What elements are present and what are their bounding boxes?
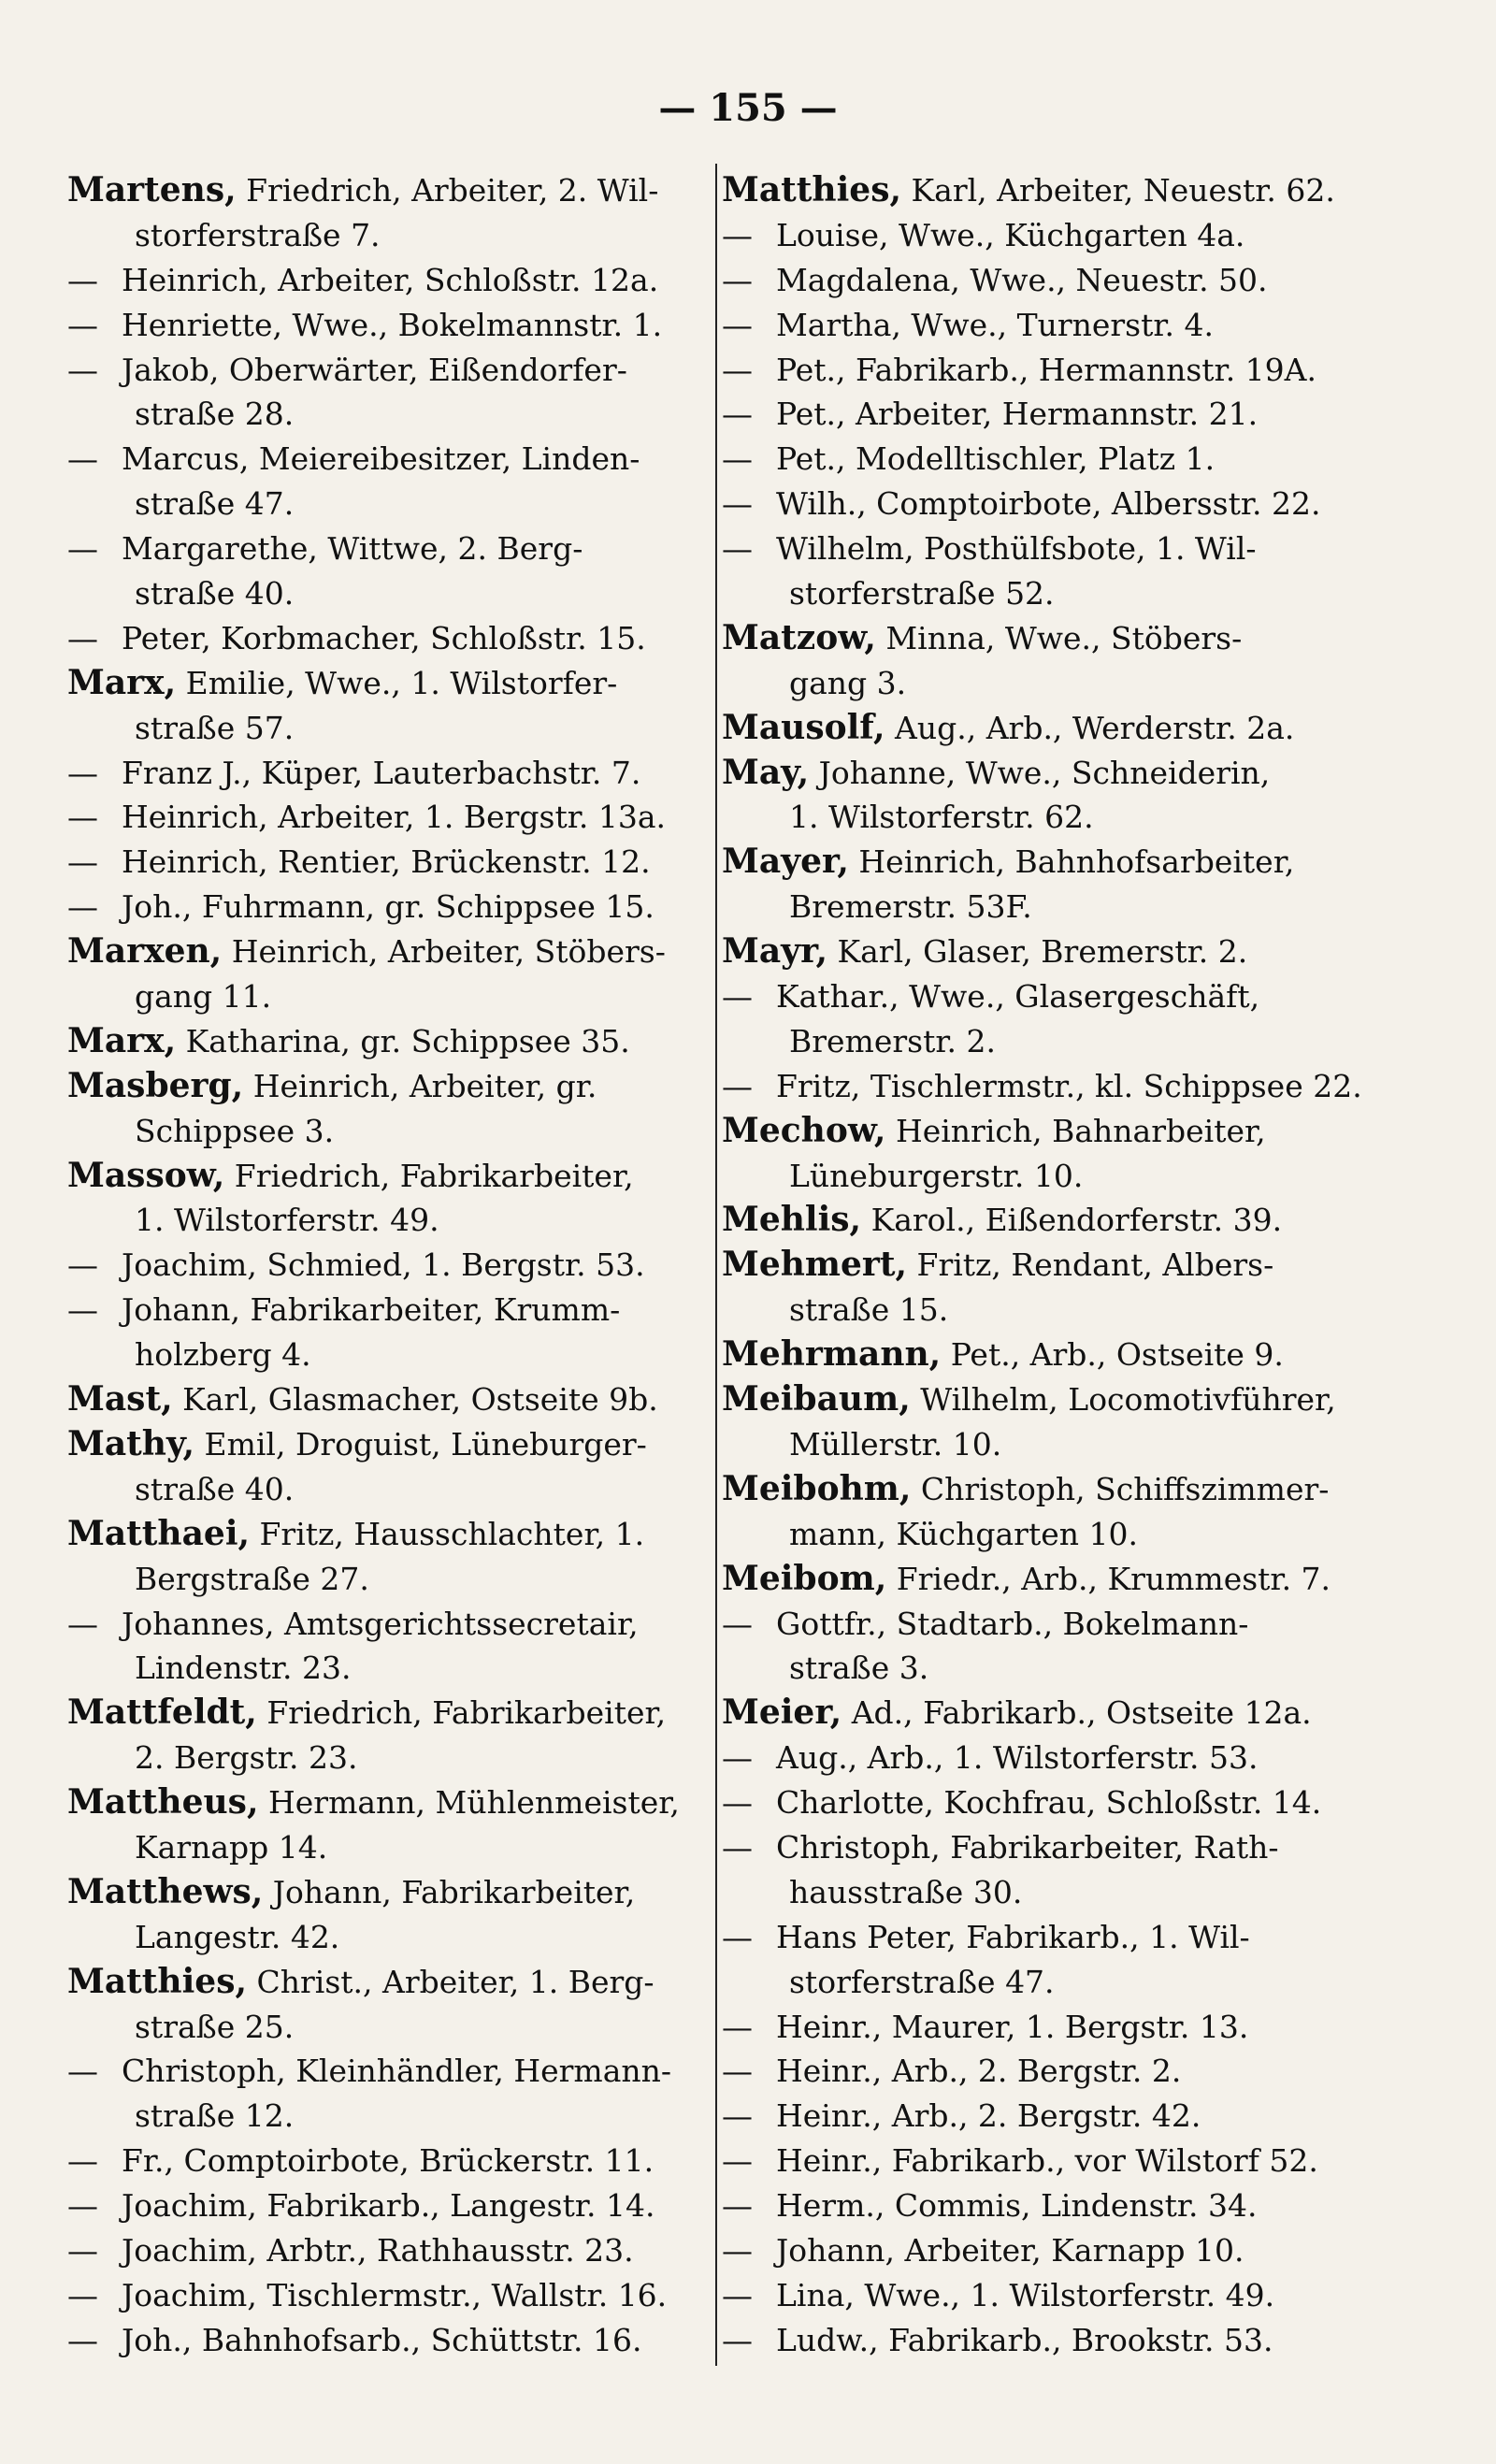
left-column (67, 168, 712, 2363)
entry-text: Bergstraße 27. (135, 1560, 369, 1597)
surname: Matzow, (722, 617, 876, 657)
sub-entry-line (722, 974, 1367, 1019)
entry-line (722, 1243, 1367, 1288)
continuation-line (67, 1198, 712, 1243)
sub-entry-line (722, 2228, 1367, 2273)
continuation-line (67, 1557, 712, 1602)
continuation-line (722, 885, 1367, 929)
surname: Massow, (67, 1155, 225, 1195)
entry-line (67, 1960, 712, 2005)
entry-text: Joachim, Arbtr., Rathhausstr. 23. (122, 2231, 634, 2269)
entry-line (722, 1198, 1367, 1243)
entry-line (67, 1422, 712, 1467)
sub-entry-line (722, 303, 1367, 348)
ditto-dash: — (67, 799, 98, 836)
entry-text: Henriette, Wwe., Bokelmannstr. 1. (122, 306, 663, 343)
entry-text: Karl, Arbeiter, Neuestr. 62. (901, 172, 1335, 209)
sub-entry-line (722, 482, 1367, 526)
entry-text: Schippsee 3. (135, 1112, 335, 1149)
entry-text: straße 3. (789, 1650, 929, 1687)
ditto-dash: — (722, 2187, 753, 2225)
entry-line (722, 706, 1367, 751)
sub-entry-line (67, 2049, 712, 2094)
entry-text: Wilhelm, Posthülfsbote, 1. Wil- (776, 530, 1257, 568)
ditto-dash: — (67, 2231, 98, 2269)
continuation-line (67, 2005, 712, 2050)
ditto-dash: — (722, 2053, 753, 2090)
continuation-line (67, 1333, 712, 1377)
entry-text: Heinrich, Arbeiter, Stöbers- (222, 933, 666, 971)
sub-entry-line (67, 885, 712, 929)
continuation-line (722, 1422, 1367, 1467)
entry-text: Karnapp 14. (135, 1828, 328, 1866)
surname: Matthies, (722, 170, 901, 209)
entry-text: 1. Wilstorferstr. 62. (789, 799, 1094, 836)
entry-line (722, 751, 1367, 796)
ditto-dash: — (722, 530, 753, 568)
ditto-dash: — (67, 261, 98, 298)
entry-line (722, 1377, 1367, 1422)
continuation-line (722, 1870, 1367, 1915)
continuation-line (67, 1915, 712, 1960)
ditto-dash: — (722, 306, 753, 343)
entry-line (67, 1064, 712, 1109)
ditto-dash: — (67, 306, 98, 343)
entry-text: Christoph, Schiffszimmer- (911, 1470, 1330, 1507)
continuation-line (67, 1736, 712, 1780)
entry-line (722, 1109, 1367, 1154)
entry-text: Franz J., Küper, Lauterbachstr. 7. (122, 754, 641, 791)
sub-entry-line (67, 2183, 712, 2228)
continuation-line (722, 1512, 1367, 1557)
entry-text: Ad., Fabrikarb., Ostseite 12a. (842, 1694, 1312, 1732)
entry-line (67, 929, 712, 974)
ditto-dash: — (67, 1291, 98, 1329)
entry-text: Gottfr., Stadtarb., Bokelmann- (776, 1605, 1249, 1642)
entry-text: Martha, Wwe., Turnerstr. 4. (776, 306, 1214, 343)
sub-entry-line (67, 795, 712, 840)
surname: May, (722, 752, 810, 792)
entry-text: storferstraße 7. (135, 216, 381, 253)
surname: Mattfeldt, (67, 1693, 257, 1733)
entry-text: Kathar., Wwe., Glasergeschäft, (776, 978, 1260, 1016)
entry-text: Johann, Arbeiter, Karnapp 10. (776, 2231, 1244, 2269)
surname: Mayer, (722, 842, 849, 882)
entry-text: Joh., Fuhrmann, gr. Schippsee 15. (122, 888, 654, 926)
entry-line (722, 616, 1367, 661)
entry-text: Bremerstr. 53F. (789, 888, 1032, 926)
sub-entry-line (722, 2139, 1367, 2183)
entry-text: straße 57. (135, 709, 295, 746)
entry-text: Wilh., Comptoirbote, Albersstr. 22. (776, 485, 1321, 523)
ditto-dash: — (67, 2187, 98, 2225)
continuation-line (722, 1019, 1367, 1064)
entry-text: gang 3. (789, 664, 907, 701)
entry-text: Heinr., Arb., 2. Bergstr. 2. (776, 2053, 1182, 2090)
entry-text: Johannes, Amtsgerichtssecretair, (122, 1605, 639, 1642)
ditto-dash: — (67, 888, 98, 926)
ditto-dash: — (722, 2276, 753, 2313)
entry-text: Herm., Commis, Lindenstr. 34. (776, 2187, 1258, 2225)
ditto-dash: — (67, 843, 98, 881)
surname: Matthaei, (67, 1513, 251, 1553)
ditto-dash: — (67, 351, 98, 388)
sub-entry-line (722, 1602, 1367, 1647)
entry-line (67, 1691, 712, 1736)
sub-entry-line (722, 392, 1367, 437)
ditto-dash: — (722, 485, 753, 523)
entry-text: Louise, Wwe., Küchgarten 4a. (776, 216, 1245, 253)
sub-entry-line (722, 1736, 1367, 1780)
entry-text: Christoph, Kleinhändler, Hermann- (122, 2053, 672, 2090)
continuation-line (67, 706, 712, 751)
entry-text: Friedr., Arb., Krummestr. 7. (886, 1560, 1331, 1597)
entry-text: Karl, Glaser, Bremerstr. 2. (827, 933, 1248, 971)
entry-text: Ludw., Fabrikarb., Brookstr. 53. (776, 2321, 1273, 2358)
ditto-dash: — (722, 2097, 753, 2135)
ditto-dash: — (722, 1828, 753, 1866)
ditto-dash: — (722, 1784, 753, 1822)
sub-entry-line (722, 2273, 1367, 2318)
surname: Mathy, (67, 1423, 194, 1463)
entry-text: Friedrich, Fabrikarbeiter, (224, 1157, 634, 1194)
entry-text: Fritz, Rendant, Albers- (907, 1246, 1274, 1284)
ditto-dash: — (722, 2008, 753, 2045)
sub-entry-line (67, 2228, 712, 2273)
entry-text: Heinrich, Rentier, Brückenstr. 12. (122, 843, 651, 881)
entry-text: Fritz, Tischlermstr., kl. Schippsee 22. (776, 1067, 1362, 1104)
sub-entry-line (722, 2183, 1367, 2228)
entry-text: Johann, Fabrikarbeiter, (263, 1873, 636, 1910)
entry-text: Margarethe, Wittwe, 2. Berg- (122, 530, 583, 568)
surname: Masberg, (67, 1065, 244, 1105)
ditto-dash: — (722, 1739, 753, 1777)
continuation-line (722, 795, 1367, 840)
entry-text: Aug., Arb., 1. Wilstorferstr. 53. (776, 1739, 1259, 1777)
entry-text: Hermann, Mühlenmeister, (258, 1784, 680, 1822)
entry-line (67, 1019, 712, 1064)
entry-line (722, 1691, 1367, 1736)
entry-line (67, 1780, 712, 1825)
sub-entry-line (67, 840, 712, 885)
surname: Mehlis, (722, 1200, 862, 1240)
sub-entry-line (67, 751, 712, 796)
continuation-line (67, 392, 712, 437)
surname: Marxen, (67, 931, 223, 972)
surname: Meibom, (722, 1558, 887, 1598)
surname: Meibaum, (722, 1379, 911, 1419)
sub-entry-line (67, 2139, 712, 2183)
entry-text: gang 11. (135, 978, 272, 1016)
surname: Meibohm, (722, 1468, 912, 1508)
entry-text: storferstraße 47. (789, 1963, 1055, 2000)
continuation-line (67, 213, 712, 258)
sub-entry-line (67, 1602, 712, 1647)
continuation-line (67, 482, 712, 526)
ditto-dash: — (67, 1605, 98, 1642)
entry-text: Magdalena, Wwe., Neuestr. 50. (776, 261, 1268, 298)
entry-text: Heinr., Maurer, 1. Bergstr. 13. (776, 2008, 1249, 2045)
surname: Mehrmann, (722, 1334, 942, 1375)
entry-text: Heinr., Arb., 2. Bergstr. 42. (776, 2097, 1201, 2135)
ditto-dash: — (722, 216, 753, 253)
entry-text: Lindenstr. 23. (135, 1650, 352, 1687)
surname: Meier, (722, 1693, 842, 1733)
entry-text: Pet., Arbeiter, Hermannstr. 21. (776, 396, 1259, 433)
entry-text: Heinrich, Arbeiter, gr. (243, 1067, 597, 1104)
entry-text: Christoph, Fabrikarbeiter, Rath- (776, 1828, 1279, 1866)
entry-text: holzberg 4. (135, 1336, 311, 1374)
ditto-dash: — (722, 261, 753, 298)
sub-entry-line (67, 1243, 712, 1288)
ditto-dash: — (67, 619, 98, 656)
surname: Matthews, (67, 1871, 264, 1911)
entry-text: Heinrich, Bahnhofsarbeiter, (848, 843, 1295, 881)
entry-text: Pet., Arb., Ostseite 9. (941, 1336, 1284, 1374)
sub-entry-line (722, 1915, 1367, 1960)
entry-text: Heinr., Fabrikarb., vor Wilstorf 52. (776, 2142, 1318, 2180)
sub-entry-line (722, 348, 1367, 393)
surname: Matthies, (67, 1961, 247, 2001)
surname: Marx, (67, 662, 177, 702)
ditto-dash: — (722, 2321, 753, 2358)
sub-entry-line (67, 303, 712, 348)
entry-text: Heinrich, Bahnarbeiter, (885, 1112, 1266, 1149)
ditto-dash: — (67, 2053, 98, 2090)
entry-text: Fritz, Hausschlachter, 1. (250, 1515, 645, 1552)
sub-entry-line (67, 258, 712, 303)
entry-text: hausstraße 30. (789, 1873, 1023, 1910)
entry-text: Heinrich, Arbeiter, 1. Bergstr. 13a. (122, 799, 667, 836)
surname: Mausolf, (722, 707, 885, 747)
entry-text: 1. Wilstorferstr. 49. (135, 1202, 439, 1239)
sub-entry-line (67, 348, 712, 393)
surname: Mayr, (722, 931, 827, 972)
entry-text: mann, Küchgarten 10. (789, 1515, 1138, 1552)
continuation-line (67, 1109, 712, 1154)
ditto-dash: — (722, 351, 753, 388)
column-divider (715, 164, 717, 2366)
entry-text: Christ., Arbeiter, 1. Berg- (247, 1963, 654, 2000)
continuation-line (722, 661, 1367, 706)
sub-entry-line (722, 2005, 1367, 2050)
entry-text: Peter, Korbmacher, Schloßstr. 15. (122, 619, 646, 656)
entry-text: Joh., Bahnhofsarb., Schüttstr. 16. (122, 2321, 642, 2358)
page-number: — 155 — (658, 86, 838, 130)
entry-text: straße 47. (135, 485, 295, 523)
entry-line (67, 1377, 712, 1422)
ditto-dash: — (722, 2231, 753, 2269)
ditto-dash: — (67, 440, 98, 478)
entry-text: Wilhelm, Locomotivführer, (910, 1381, 1336, 1419)
sub-entry-line (67, 2273, 712, 2318)
continuation-line (722, 1960, 1367, 2005)
sub-entry-line (722, 1825, 1367, 1870)
entry-line (722, 929, 1367, 974)
entry-text: straße 12. (135, 2097, 295, 2135)
entry-text: Joachim, Fabrikarb., Langestr. 14. (122, 2187, 655, 2225)
continuation-line (67, 571, 712, 616)
entry-text: Friedrich, Fabrikarbeiter, (256, 1694, 667, 1732)
ditto-dash: — (722, 2142, 753, 2180)
entry-text: Emil, Droguist, Lüneburger- (194, 1425, 647, 1463)
entry-text: straße 15. (789, 1291, 949, 1329)
sub-entry-line (722, 2318, 1367, 2363)
entry-line (67, 1512, 712, 1557)
entry-line (722, 1467, 1367, 1512)
entry-text: Friedrich, Arbeiter, 2. Wil- (236, 172, 659, 209)
continuation-line (722, 571, 1367, 616)
entry-line (722, 1557, 1367, 1602)
entry-text: Lina, Wwe., 1. Wilstorferstr. 49. (776, 2276, 1275, 2313)
entry-text: Charlotte, Kochfrau, Schloßstr. 14. (776, 1784, 1322, 1822)
entry-text: Langestr. 42. (135, 1918, 340, 1955)
entry-text: Joachim, Schmied, 1. Bergstr. 53. (122, 1246, 645, 1284)
sub-entry-line (722, 258, 1367, 303)
surname: Mehmert, (722, 1245, 908, 1285)
ditto-dash: — (722, 396, 753, 433)
ditto-dash: — (67, 754, 98, 791)
ditto-dash: — (67, 1246, 98, 1284)
entry-text: straße 40. (135, 1470, 295, 1507)
ditto-dash: — (67, 2321, 98, 2358)
ditto-dash: — (67, 2276, 98, 2313)
entry-text: straße 28. (135, 396, 295, 433)
ditto-dash: — (67, 530, 98, 568)
sub-entry-line (722, 1780, 1367, 1825)
sub-entry-line (722, 2049, 1367, 2094)
entry-text: Joachim, Tischlermstr., Wallstr. 16. (122, 2276, 668, 2313)
ditto-dash: — (722, 1605, 753, 1642)
surname: Mechow, (722, 1110, 886, 1150)
entry-text: Marcus, Meiereibesitzer, Linden- (122, 440, 640, 478)
entry-text: Heinrich, Arbeiter, Schloßstr. 12a. (122, 261, 659, 298)
ditto-dash: — (67, 2142, 98, 2180)
surname: Martens, (67, 170, 237, 209)
continuation-line (722, 1154, 1367, 1199)
sub-entry-line (67, 1288, 712, 1333)
entry-text: Fr., Comptoirbote, Brückerstr. 11. (122, 2142, 654, 2180)
ditto-dash: — (722, 440, 753, 478)
sub-entry-line (722, 1064, 1367, 1109)
entry-text: Jakob, Oberwärter, Eißendorfer- (122, 351, 627, 388)
continuation-line (722, 1646, 1367, 1691)
sub-entry-line (722, 437, 1367, 482)
continuation-line (67, 1825, 712, 1870)
sub-entry-line (722, 213, 1367, 258)
entry-line (67, 1154, 712, 1199)
ditto-dash: — (722, 1067, 753, 1104)
entry-text: Karl, Glasmacher, Ostseite 9b. (172, 1381, 658, 1419)
entry-text: Aug., Arb., Werderstr. 2a. (885, 709, 1295, 746)
entry-line (722, 168, 1367, 213)
entry-text: 2. Bergstr. 23. (135, 1739, 358, 1777)
entry-text: Pet., Fabrikarb., Hermannstr. 19A. (776, 351, 1316, 388)
entry-line (67, 168, 712, 213)
entry-text: Müllerstr. 10. (789, 1425, 1002, 1463)
entry-text: Katharina, gr. Schippsee 35. (176, 1022, 630, 1059)
ditto-dash: — (722, 1918, 753, 1955)
entry-text: Johanne, Wwe., Schneiderin, (809, 754, 1271, 791)
entry-text: Minna, Wwe., Stöbers- (875, 619, 1243, 656)
entry-line (722, 1333, 1367, 1377)
entry-text: Pet., Modelltischler, Platz 1. (776, 440, 1216, 478)
entry-text: Karol., Eißendorferstr. 39. (861, 1202, 1283, 1239)
sub-entry-line (722, 526, 1367, 571)
sub-entry-line (67, 616, 712, 661)
continuation-line (67, 1467, 712, 1512)
entry-text: straße 25. (135, 2008, 295, 2045)
sub-entry-line (67, 526, 712, 571)
entry-text: straße 40. (135, 575, 295, 612)
entry-line (67, 661, 712, 706)
entry-text: Johann, Fabrikarbeiter, Krumm- (122, 1291, 621, 1329)
continuation-line (67, 974, 712, 1019)
entry-text: storferstraße 52. (789, 575, 1055, 612)
entry-text: Bremerstr. 2. (789, 1022, 996, 1059)
continuation-line (67, 2094, 712, 2139)
continuation-line (67, 1646, 712, 1691)
entry-line (722, 840, 1367, 885)
sub-entry-line (722, 2094, 1367, 2139)
entry-text: Hans Peter, Fabrikarb., 1. Wil- (776, 1918, 1250, 1955)
surname: Mast, (67, 1379, 173, 1419)
entry-text: Lüneburgerstr. 10. (789, 1157, 1084, 1194)
entry-line (67, 1870, 712, 1915)
continuation-line (722, 1288, 1367, 1333)
surname: Marx, (67, 1020, 177, 1060)
sub-entry-line (67, 437, 712, 482)
entry-text: Emilie, Wwe., 1. Wilstorfer- (176, 664, 618, 701)
right-column (722, 168, 1367, 2363)
ditto-dash: — (722, 978, 753, 1016)
surname: Mattheus, (67, 1782, 259, 1823)
sub-entry-line (67, 2318, 712, 2363)
